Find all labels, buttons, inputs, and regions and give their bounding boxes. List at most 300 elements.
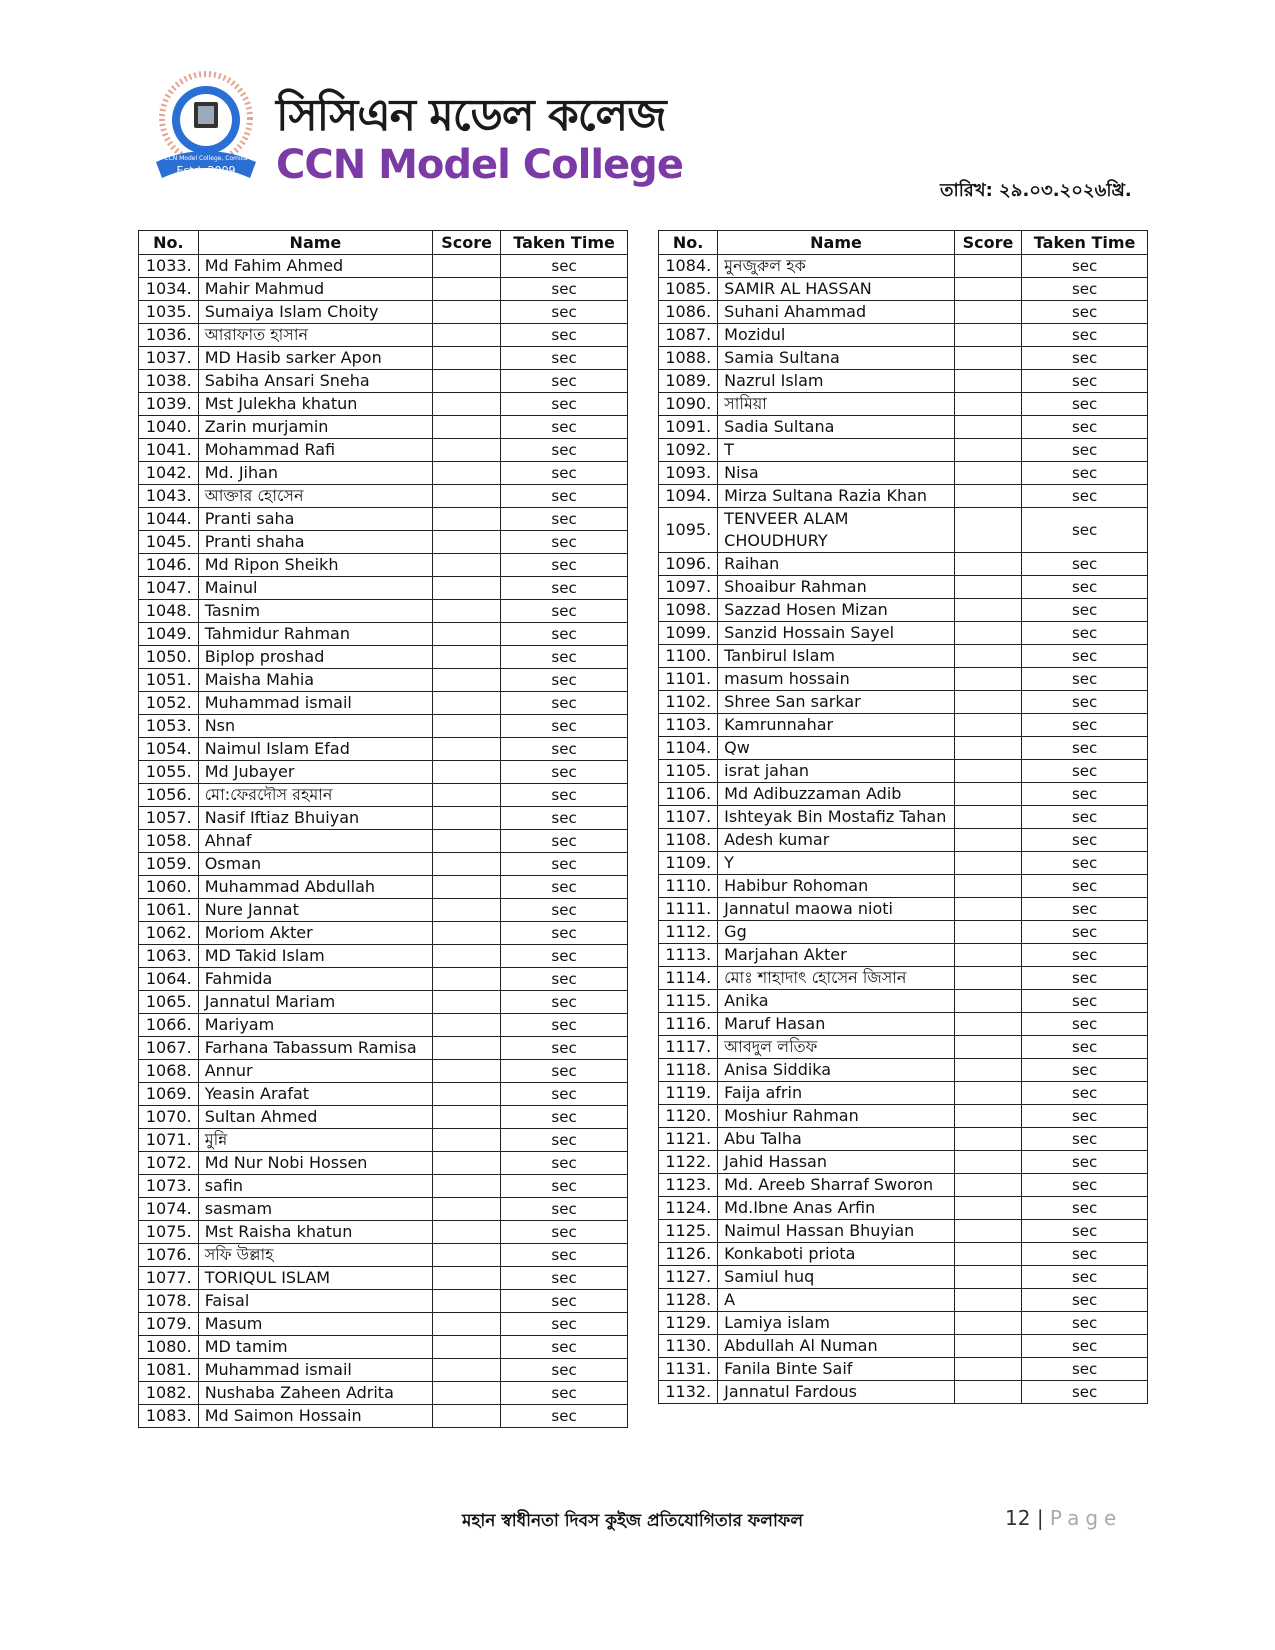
row-number: 1059. [139, 853, 199, 876]
row-taken-time: sec [501, 968, 628, 991]
row-score [433, 991, 501, 1014]
row-score [433, 1060, 501, 1083]
row-number: 1047. [139, 577, 199, 600]
row-number: 1092. [659, 439, 718, 462]
row-name: Qw [718, 737, 955, 760]
row-taken-time: sec [501, 1221, 628, 1244]
table-row [139, 1129, 628, 1152]
row-number: 1110. [659, 875, 718, 898]
row-score [954, 1266, 1021, 1289]
row-taken-time: sec [501, 807, 628, 830]
row-score [433, 485, 501, 508]
row-name: MD Takid Islam [198, 945, 432, 968]
table-row [659, 1013, 1148, 1036]
row-score [954, 944, 1021, 967]
row-number: 1108. [659, 829, 718, 852]
row-name: Konkaboti priota [718, 1243, 955, 1266]
row-number: 1112. [659, 921, 718, 944]
row-taken-time: sec [1022, 852, 1148, 875]
row-number: 1126. [659, 1243, 718, 1266]
row-name: Kamrunnahar [718, 714, 955, 737]
row-score [433, 554, 501, 577]
row-number: 1057. [139, 807, 199, 830]
row-score [433, 301, 501, 324]
row-number: 1113. [659, 944, 718, 967]
table-row [659, 1036, 1148, 1059]
row-number: 1038. [139, 370, 199, 393]
row-taken-time: sec [1022, 875, 1148, 898]
row-name: Mirza Sultana Razia Khan [718, 485, 955, 508]
row-name: Sanzid Hossain Sayel [718, 622, 955, 645]
table-row [139, 1198, 628, 1221]
row-score [433, 1336, 501, 1359]
row-name: Nushaba Zaheen Adrita [198, 1382, 432, 1405]
row-name: Raihan [718, 553, 955, 576]
row-taken-time: sec [1022, 462, 1148, 485]
row-score [954, 829, 1021, 852]
row-taken-time: sec [501, 1244, 628, 1267]
table-row [659, 944, 1148, 967]
table-row [659, 806, 1148, 829]
table-row [659, 990, 1148, 1013]
row-name: T [718, 439, 955, 462]
row-taken-time: sec [501, 439, 628, 462]
document-header [150, 70, 683, 200]
table-row [139, 1336, 628, 1359]
row-taken-time: sec [501, 1198, 628, 1221]
table-row [139, 1014, 628, 1037]
row-taken-time: sec [501, 416, 628, 439]
row-score [954, 301, 1021, 324]
row-score [954, 1220, 1021, 1243]
row-taken-time: sec [501, 1382, 628, 1405]
row-score [954, 1151, 1021, 1174]
row-name: Fahmida [198, 968, 432, 991]
table-row [659, 852, 1148, 875]
row-taken-time: sec [1022, 990, 1148, 1013]
row-number: 1074. [139, 1198, 199, 1221]
table-row [139, 922, 628, 945]
row-name: Jannatul Mariam [198, 991, 432, 1014]
row-number: 1039. [139, 393, 199, 416]
row-taken-time: sec [501, 1152, 628, 1175]
row-taken-time: sec [501, 646, 628, 669]
row-taken-time: sec [501, 347, 628, 370]
row-number: 1117. [659, 1036, 718, 1059]
row-taken-time: sec [1022, 1266, 1148, 1289]
row-score [433, 255, 501, 278]
row-name: MD Hasib sarker Apon [198, 347, 432, 370]
row-score [433, 1129, 501, 1152]
row-number: 1075. [139, 1221, 199, 1244]
row-score [433, 508, 501, 531]
row-taken-time: sec [501, 991, 628, 1014]
row-name: Sazzad Hosen Mizan [718, 599, 955, 622]
row-number: 1123. [659, 1174, 718, 1197]
table-row [659, 347, 1148, 370]
row-name: sasmam [198, 1198, 432, 1221]
table-row [659, 668, 1148, 691]
table-row [659, 1151, 1148, 1174]
row-score [954, 508, 1021, 553]
row-score [433, 784, 501, 807]
table-row [659, 576, 1148, 599]
table-row [659, 1266, 1148, 1289]
row-taken-time: sec [501, 715, 628, 738]
table-row [659, 783, 1148, 806]
row-name: Muhammad ismail [198, 692, 432, 715]
row-number: 1129. [659, 1312, 718, 1335]
row-number: 1104. [659, 737, 718, 760]
row-name: Jannatul Fardous [718, 1381, 955, 1404]
row-number: 1095. [659, 508, 718, 553]
row-taken-time: sec [1022, 1151, 1148, 1174]
row-name: মোঃ শাহাদাৎ হোসেন জিসান [718, 967, 955, 990]
page-number-value: 12 [1005, 1506, 1031, 1530]
page-number [1005, 1506, 1122, 1530]
row-score [954, 990, 1021, 1013]
row-score [954, 1243, 1021, 1266]
table-row [139, 646, 628, 669]
row-score [433, 1037, 501, 1060]
row-taken-time: sec [1022, 324, 1148, 347]
row-score [433, 1267, 501, 1290]
table-row [659, 622, 1148, 645]
row-score [433, 853, 501, 876]
row-taken-time: sec [501, 324, 628, 347]
row-score [954, 324, 1021, 347]
row-number: 1060. [139, 876, 199, 899]
row-score [433, 646, 501, 669]
table-row [139, 577, 628, 600]
row-score [954, 1059, 1021, 1082]
table-row [659, 967, 1148, 990]
row-taken-time: sec [1022, 1174, 1148, 1197]
row-taken-time: sec [1022, 370, 1148, 393]
row-name: Samia Sultana [718, 347, 955, 370]
table-row [659, 393, 1148, 416]
row-name: Masum [198, 1313, 432, 1336]
table-row [139, 600, 628, 623]
row-number: 1115. [659, 990, 718, 1013]
header-taken-time: Taken Time [501, 231, 628, 255]
row-taken-time: sec [501, 255, 628, 278]
row-score [954, 1289, 1021, 1312]
row-name: Tanbirul Islam [718, 645, 955, 668]
row-number: 1090. [659, 393, 718, 416]
header-name: Name [198, 231, 432, 255]
row-score [954, 1312, 1021, 1335]
row-score [954, 1335, 1021, 1358]
row-name: israt jahan [718, 760, 955, 783]
table-row [659, 1082, 1148, 1105]
table-row [139, 301, 628, 324]
row-taken-time: sec [1022, 416, 1148, 439]
row-score [954, 1013, 1021, 1036]
row-number: 1122. [659, 1151, 718, 1174]
row-name: Pranti shaha [198, 531, 432, 554]
table-row [659, 370, 1148, 393]
table-row [139, 807, 628, 830]
row-name: Md Saimon Hossain [198, 1405, 432, 1428]
row-name: Nasif Iftiaz Bhuiyan [198, 807, 432, 830]
row-name: Md. Jihan [198, 462, 432, 485]
row-taken-time: sec [501, 922, 628, 945]
row-number: 1087. [659, 324, 718, 347]
row-name: Marjahan Akter [718, 944, 955, 967]
header-name: Name [718, 231, 955, 255]
table-row [139, 899, 628, 922]
results-table-left [138, 230, 628, 1428]
row-number: 1088. [659, 347, 718, 370]
row-name: Tahmidur Rahman [198, 623, 432, 646]
row-score [433, 899, 501, 922]
row-number: 1097. [659, 576, 718, 599]
row-score [433, 692, 501, 715]
row-number: 1100. [659, 645, 718, 668]
row-score [433, 462, 501, 485]
row-score [954, 255, 1021, 278]
table-row [139, 416, 628, 439]
row-score [954, 1128, 1021, 1151]
table-row [659, 1174, 1148, 1197]
row-number: 1081. [139, 1359, 199, 1382]
row-taken-time: sec [501, 945, 628, 968]
row-score [954, 760, 1021, 783]
table-row [139, 784, 628, 807]
row-name: Mahir Mahmud [198, 278, 432, 301]
row-number: 1116. [659, 1013, 718, 1036]
row-number: 1078. [139, 1290, 199, 1313]
row-name: Annur [198, 1060, 432, 1083]
row-taken-time: sec [1022, 1358, 1148, 1381]
row-score [954, 278, 1021, 301]
row-score [433, 1014, 501, 1037]
row-name: Md Adibuzzaman Adib [718, 783, 955, 806]
table-row [139, 623, 628, 646]
row-taken-time: sec [1022, 967, 1148, 990]
row-name: আক্তার হোসেন [198, 485, 432, 508]
row-score [433, 738, 501, 761]
row-name: Mst Raisha khatun [198, 1221, 432, 1244]
row-name: আরাফাত হাসান [198, 324, 432, 347]
header-no: No. [659, 231, 718, 255]
row-name: Nisa [718, 462, 955, 485]
row-taken-time: sec [1022, 1128, 1148, 1151]
row-taken-time: sec [1022, 714, 1148, 737]
row-score [954, 553, 1021, 576]
row-taken-time: sec [501, 1359, 628, 1382]
row-name: Tasnim [198, 600, 432, 623]
row-name: Gg [718, 921, 955, 944]
table-row [139, 462, 628, 485]
row-name: Shoaibur Rahman [718, 576, 955, 599]
row-score [433, 1405, 501, 1428]
row-name: Suhani Ahammad [718, 301, 955, 324]
row-number: 1051. [139, 669, 199, 692]
row-taken-time: sec [1022, 599, 1148, 622]
row-taken-time: sec [501, 508, 628, 531]
row-score [433, 1083, 501, 1106]
results-table-right [658, 230, 1148, 1404]
row-taken-time: sec [1022, 1105, 1148, 1128]
table-row [139, 1267, 628, 1290]
row-number: 1037. [139, 347, 199, 370]
table-row [139, 1175, 628, 1198]
row-name: Md.Ibne Anas Arfin [718, 1197, 955, 1220]
table-row [139, 1405, 628, 1428]
row-score [954, 737, 1021, 760]
row-score [954, 1105, 1021, 1128]
row-score [954, 1197, 1021, 1220]
table-row [139, 1060, 628, 1083]
row-score [954, 875, 1021, 898]
table-row [139, 1106, 628, 1129]
table-row [139, 830, 628, 853]
table-row [659, 1289, 1148, 1312]
row-name: Nure Jannat [198, 899, 432, 922]
row-name: Anisa Siddika [718, 1059, 955, 1082]
row-name: Md Fahim Ahmed [198, 255, 432, 278]
table-row [659, 921, 1148, 944]
row-name: MD tamim [198, 1336, 432, 1359]
row-score [954, 1036, 1021, 1059]
row-taken-time: sec [1022, 1082, 1148, 1105]
row-name: TORIQUL ISLAM [198, 1267, 432, 1290]
row-score [954, 852, 1021, 875]
row-taken-time: sec [501, 1175, 628, 1198]
row-name: Muhammad Abdullah [198, 876, 432, 899]
row-number: 1086. [659, 301, 718, 324]
row-taken-time: sec [501, 531, 628, 554]
row-name: আবদুল লতিফ [718, 1036, 955, 1059]
row-name: Sultan Ahmed [198, 1106, 432, 1129]
row-taken-time: sec [501, 1037, 628, 1060]
row-score [433, 623, 501, 646]
table-row [139, 393, 628, 416]
table-row [659, 1197, 1148, 1220]
row-score [954, 1381, 1021, 1404]
row-number: 1056. [139, 784, 199, 807]
row-taken-time: sec [1022, 622, 1148, 645]
row-taken-time: sec [501, 853, 628, 876]
row-name: Adesh kumar [718, 829, 955, 852]
row-score [433, 1244, 501, 1267]
header-score: Score [433, 231, 501, 255]
footer-title: মহান স্বাধীনতা দিবস কুইজ প্রতিযোগিতার ফলাফল [462, 1511, 803, 1531]
row-number: 1062. [139, 922, 199, 945]
row-name: Mozidul [718, 324, 955, 347]
row-name: Fanila Binte Saif [718, 1358, 955, 1381]
row-name: Sabiha Ansari Sneha [198, 370, 432, 393]
row-name: Md Ripon Sheikh [198, 554, 432, 577]
row-name: Faisal [198, 1290, 432, 1313]
college-title-english: CCN Model College [276, 142, 683, 188]
table-row [139, 761, 628, 784]
row-score [954, 967, 1021, 990]
row-name: masum hossain [718, 668, 955, 691]
row-number: 1091. [659, 416, 718, 439]
row-number: 1054. [139, 738, 199, 761]
row-taken-time: sec [1022, 439, 1148, 462]
row-taken-time: sec [1022, 1243, 1148, 1266]
row-taken-time: sec [501, 1405, 628, 1428]
table-row [659, 898, 1148, 921]
table-row [139, 370, 628, 393]
table-row [659, 1243, 1148, 1266]
row-taken-time: sec [1022, 898, 1148, 921]
row-name: Jahid Hassan [718, 1151, 955, 1174]
row-taken-time: sec [1022, 1220, 1148, 1243]
table-row [659, 875, 1148, 898]
row-score [433, 1198, 501, 1221]
row-score [954, 462, 1021, 485]
row-name: Mainul [198, 577, 432, 600]
row-score [433, 968, 501, 991]
table-row [659, 829, 1148, 852]
table-row [139, 738, 628, 761]
row-number: 1044. [139, 508, 199, 531]
row-score [433, 1152, 501, 1175]
row-number: 1068. [139, 1060, 199, 1083]
row-number: 1105. [659, 760, 718, 783]
row-score [433, 393, 501, 416]
row-name: Mohammad Rafi [198, 439, 432, 462]
table-row [659, 1381, 1148, 1404]
row-taken-time: sec [501, 1106, 628, 1129]
table-row [139, 485, 628, 508]
row-taken-time: sec [1022, 1289, 1148, 1312]
row-taken-time: sec [1022, 1197, 1148, 1220]
row-number: 1083. [139, 1405, 199, 1428]
row-score [954, 439, 1021, 462]
row-score [954, 668, 1021, 691]
row-name: Naimul Hassan Bhuyian [718, 1220, 955, 1243]
row-taken-time: sec [1022, 1335, 1148, 1358]
row-number: 1061. [139, 899, 199, 922]
row-score [433, 531, 501, 554]
table-row [139, 692, 628, 715]
table-row [659, 714, 1148, 737]
row-number: 1050. [139, 646, 199, 669]
table-row [659, 1312, 1148, 1335]
row-name: Shree San sarkar [718, 691, 955, 714]
row-taken-time: sec [1022, 553, 1148, 576]
table-row [659, 416, 1148, 439]
row-number: 1125. [659, 1220, 718, 1243]
row-name: Nsn [198, 715, 432, 738]
row-number: 1085. [659, 278, 718, 301]
row-taken-time: sec [501, 554, 628, 577]
row-taken-time: sec [501, 692, 628, 715]
row-name: TENVEER ALAM CHOUDHURY [718, 508, 955, 553]
row-taken-time: sec [501, 485, 628, 508]
row-number: 1098. [659, 599, 718, 622]
row-taken-time: sec [501, 278, 628, 301]
table-row [139, 1359, 628, 1382]
row-score [433, 600, 501, 623]
row-name: safin [198, 1175, 432, 1198]
row-taken-time: sec [1022, 393, 1148, 416]
row-name: Pranti saha [198, 508, 432, 531]
table-row [139, 853, 628, 876]
row-name: Y [718, 852, 955, 875]
table-row [139, 255, 628, 278]
row-number: 1067. [139, 1037, 199, 1060]
document-date: তারিখ: ২৯.০৩.২০২৬খ্রি. [940, 180, 1132, 201]
row-score [433, 761, 501, 784]
row-score [954, 645, 1021, 668]
